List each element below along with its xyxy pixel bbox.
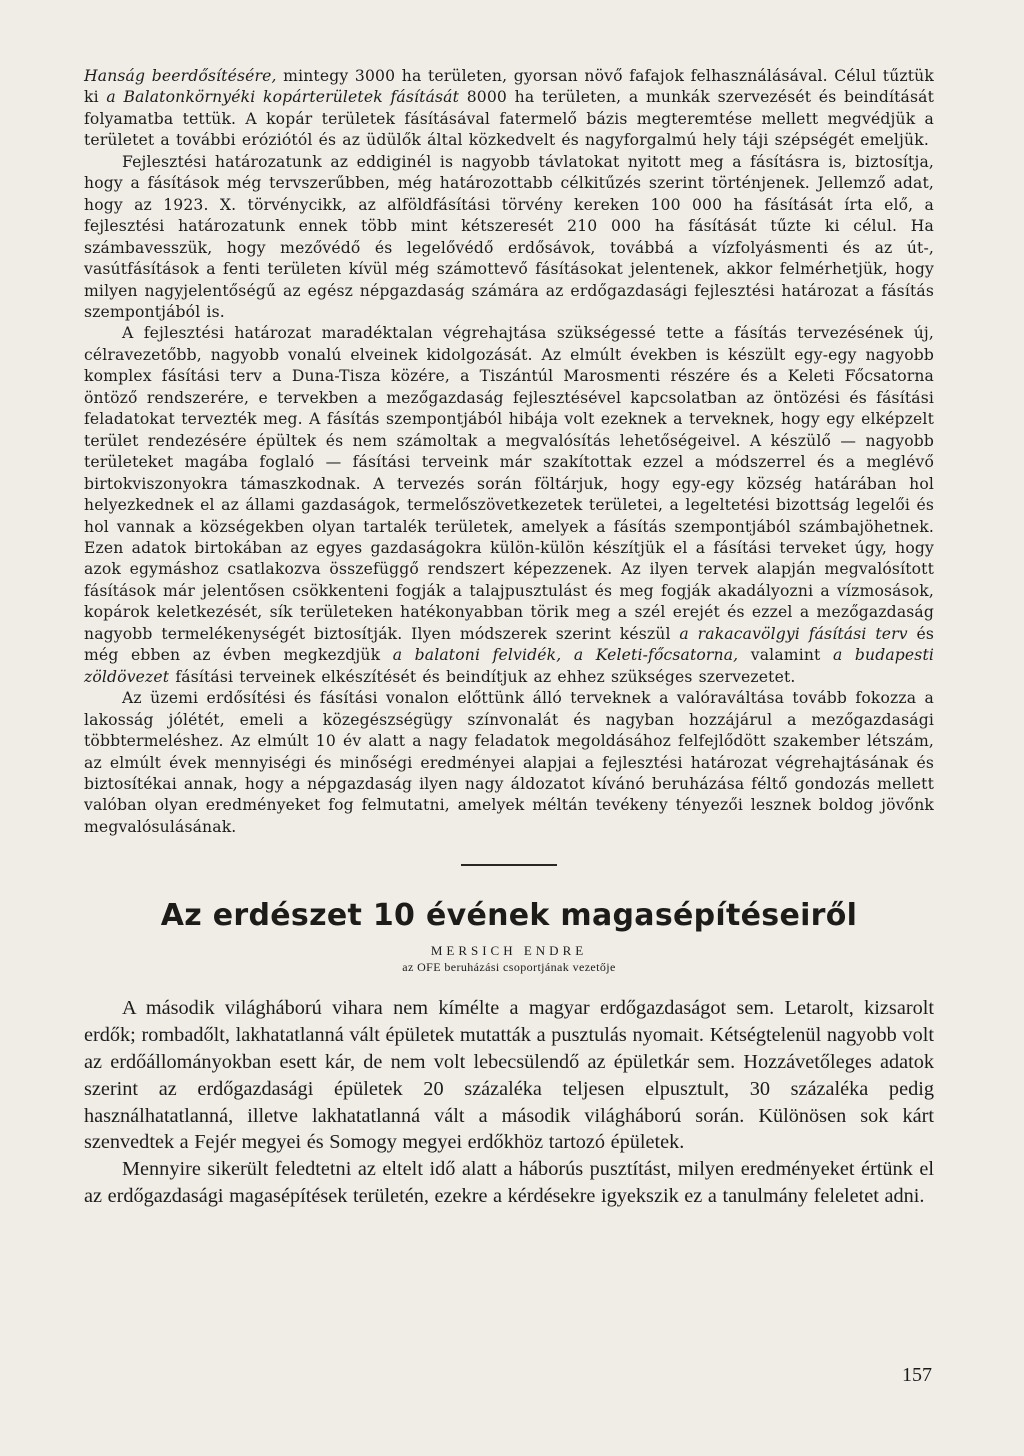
continued-article-text [84, 66, 934, 838]
italic-phrase: a Balatonkörnyéki kopárterületek fásítását [106, 88, 460, 107]
page-content [84, 66, 934, 1210]
paragraph: Mennyire sikerült feledtetni az eltelt idő alatt a háborús pusztítást, milyen eredményeket értünk el az erdőgazdasági magasépítések területén, ezekre a kérdésekre igyekszik ez a tanulmány feleletet adni. [84, 1158, 934, 1207]
italic-phrase: a balatoni felvidék, a Keleti-főcsatorna, [392, 646, 739, 665]
paragraph [84, 323, 934, 688]
article-body [84, 995, 934, 1209]
text-run: és még ebben az évben megkezdjük [84, 624, 935, 665]
section-divider [461, 864, 557, 866]
author-role: az OFE beruházási csoportjának vezetője [402, 960, 616, 975]
text-run: mintegy 3000 ha területen, gyorsan növő fafajok felhasználásával. Célul tűztük ki [84, 67, 934, 107]
paragraph: Az üzemi erdősítési és fásítási vonalon előttünk álló terveknek a valóraváltása tovább fokozza a lakosság jólétét, emeli a közegészségügy színvonalát és nagyban hozzájárul a mezőgazdasági többtermeléshez. Az elmúlt 10 év alatt a nagy feladatok megoldásához felfejlődött szakember létszám, az elmúlt évek mennyiségi és minőségi eredményei alapjai a fejlesztési határozat végrehajtásának és biztosítékai annak, hogy a népgazdaság ilyen nagy áldozatot kívánó beruházása féltő gondozás mellett valóban olyan eredményeket fog felmutatni, amelyek méltán tevékeny tényezői lesznek boldog jövőnk megvalósulásának. [84, 689, 934, 836]
text-run: 8000 ha területen, a munkák szervezését és beindítását folyamatba tettük. A kopár területek fásításával fatermelő bázis megteremtése mellett megvédjük a területet a további eróziótól és az üdülők által közkedvelt és nagyforgalmú hely táji szépségét emeljük. [84, 88, 935, 150]
author-name: MERSICH ENDRE [430, 943, 588, 959]
text-run: valamint [738, 646, 833, 665]
italic-phrase: a budapesti zöldövezet [84, 646, 935, 686]
paragraph: Fejlesztési határozatunk az eddiginél is nagyobb távlatokat nyitott meg a fásításra is, biztosítja, hogy a fásítások még tervszerűbben, még határozottabb célkitűzés szerint történjenek. Jellemző adat, hogy az 1923. X. törvénycikk, az alföldfásítási törvény kereken 100 000 ha fásítását írta elő, a fejlesztési határozatunk ennek több mint kétszeresét 210 000 ha fásítását tűzte ki célul. Ha számbavesszük, hogy mezővédő és legelővédő erdősávok, továbbá a vízfolyásmenti és az út-, vasútfásítások a fenti területen kívül még számottevő fásításokat jelentenek, akkor felmérhetjük, hogy milyen nagyjelentőségű az egész népgazdaság számára az erdőgazdasági fejlesztési határozat a fásítás szempontjából is. [84, 152, 934, 321]
article-title: Az erdészet 10 évének magasépítéseiről [160, 898, 858, 934]
page-number: 157 [902, 1364, 932, 1386]
text-run: fásítási terveinek elkészítését és beindítjuk az ehhez szükséges szervezetet. [169, 667, 796, 686]
paragraph [84, 66, 934, 152]
paragraph: A második világháború vihara nem kímélte a magyar erdőgazdaságot sem. Letarolt, kizsarolt erdők; rombadőlt, lakhatatlanná vált épületek mutatták a pusztulás nyomait. Kétségtelenül nagyobb volt az erdőállományokban esett kár, de nem volt lebecsülendő az épületkár sem. Hozzávetőleges adatok szerint az erdőgazdasági épületek 20 százaléka teljesen elpusztult, 30 százaléka pedig használhatatlanná, illetve lakhatatlanná vált a második világháború során. Különösen sok kárt szenvedtek a Fejér megyei és Somogy megyei erdőkhöz tartozó épületek. [84, 997, 934, 1154]
italic-phrase: a rakacavölgyi fásítási terv [679, 624, 908, 643]
text-run: A fejlesztési határozat maradéktalan végrehajtása szükségessé tette a fásítás tervezésének új, célravezetőbb, nagyobb vonalú elveinek kidolgozását. Az elmúlt években is készült egy-egy nagyobb komplex fásítási terv a Duna-Tisza közére, a Tiszántúl Marosmenti részére és a Keleti Főcsatorna öntöző rendszerére, e tervekben a mezőgazdaság fejlesztésével kapcsolatban az öntözési és fásítási feladatokat tervezték meg. A fásítás szempontjából hibája volt ezeknek a terveknek, hogy egy elképzelt terület rendezésére épültek és nem számoltak a megvalósítás lehetőségeivel. A készülő — nagyobb területeket magába foglaló — fásítási terveink már szakítottak ezzel a módszerrel és a meglévő birtokviszonyokra támaszkodnak. A tervezés során föltárjuk, hogy egy-egy község határában hol helyezkednek el az állami gazdaságok, termelőszövetkezetek területei, a legeltetési bizottság legelői és hol vannak a községekben olyan tartalék területek, amelyek a fásítás szempontjából számbajöhetnek. Ezen adatok birtokában az egyes gazdaságokra külön-külön készítjük el a fásítási terveket úgy, hogy azok egymáshoz csatlakozva összefüggő rendszert képezzenek. Az ilyen tervek alapján megvalósított fásítások már jelentősen csökkenteni fogják a talajpusztulást és meg fogják akadályozni a vízmosások, kopárok keletkezését, sík területeken hatékonyabban törik meg a szél erejét és ezzel a mezőgazdaság nagyobb termelékenységét biztosítják. Ilyen módszerek szerint készül [84, 324, 934, 643]
italic-phrase: Hanság beerdősítésére, [84, 67, 277, 85]
